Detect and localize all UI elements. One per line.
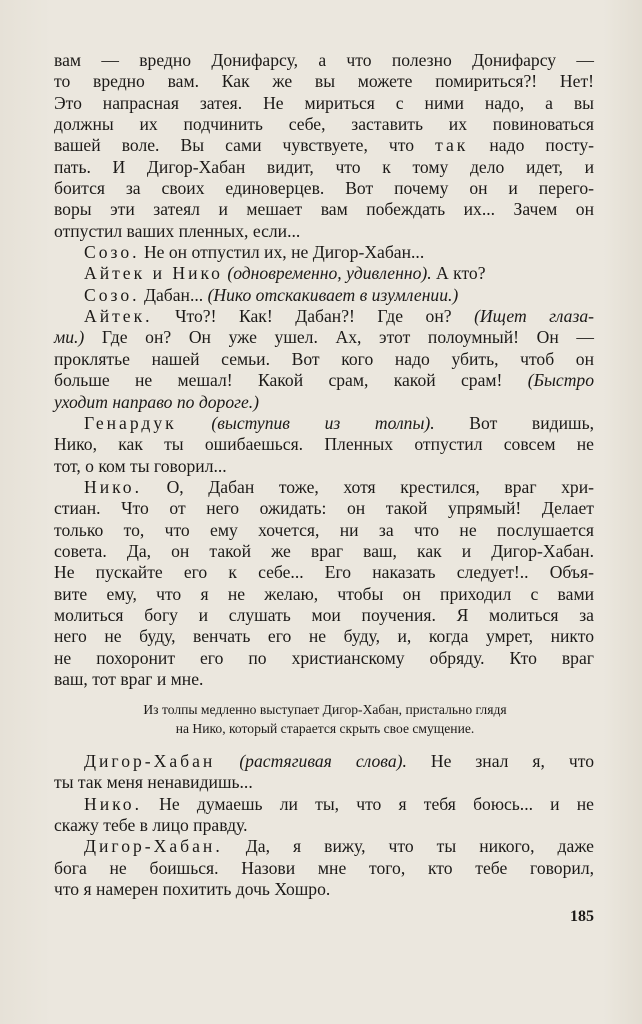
text-line: проклятье нашей семьи. Вот кого надо убить, чтоб он bbox=[54, 348, 594, 369]
speech: Что?! Как! Дабан?! Где он? bbox=[152, 306, 475, 327]
stage-direction: (выступив из толпы). bbox=[211, 412, 435, 433]
text-run: надо посту- bbox=[468, 135, 594, 156]
text-line: него не буду, венчать его не буду, и, когда умрет, никто bbox=[54, 626, 594, 647]
speaker-name: Нико. bbox=[84, 476, 142, 497]
text-line: Нико, как ты ошибаешься. Пленных отпустил совсем не bbox=[54, 434, 594, 455]
speech: Не знал я, что bbox=[406, 751, 595, 771]
text-line: вите ему, что я не желаю, чтобы он приходил с вами bbox=[54, 583, 594, 604]
page-number: 185 bbox=[570, 908, 594, 925]
secondary-text-block bbox=[54, 751, 594, 900]
speech: А кто? bbox=[431, 263, 486, 284]
text-line: воры эти затеял и мешает вам побеждать их... Зачем он bbox=[54, 199, 594, 220]
speaker-name: Созо. bbox=[84, 284, 140, 305]
stage-direction: (Ищет глаза- bbox=[474, 306, 595, 327]
speech: Где он? Он уже ушел. Ах, этот полоумный! Он — bbox=[84, 327, 594, 348]
text-line: скажу тебе в лицо правду. bbox=[54, 815, 248, 836]
speaker-name: Генардук bbox=[84, 412, 177, 433]
text-line: Это напрасная затея. Не мириться с ними надо, а вы bbox=[54, 92, 594, 113]
speech: Дабан... bbox=[139, 284, 208, 305]
speaker-name: Айтек и Нико bbox=[84, 263, 223, 284]
text-line bbox=[54, 327, 594, 348]
text-line: совета. Да, он такой же враг ваш, как и Дигор-Хабан. bbox=[54, 540, 594, 561]
text-line: боится за своих единоверцев. Вот почему он и перего- bbox=[54, 178, 594, 199]
dialogue-aitek bbox=[54, 306, 594, 327]
speech: О, Дабан тоже, хотя крестился, враг хри- bbox=[141, 476, 594, 497]
text-line: Не пускайте его к себе... Его наказать следует!.. Объя- bbox=[54, 562, 594, 583]
text-line: вам — вредно Донифарсу, а что полезно Донифарсу — bbox=[54, 50, 594, 70]
emphasis-spaced: так bbox=[435, 135, 469, 156]
stage-direction: (одновременно, удивленно). bbox=[227, 263, 432, 284]
dialogue-aitek-niko bbox=[54, 263, 594, 284]
speech: Не думаешь ли ты, что я тебя боюсь... и не bbox=[141, 793, 594, 814]
text-line: ваш, тот враг и мне. bbox=[54, 668, 204, 689]
text-line: только то, что ему хочется, ни за что не послушается bbox=[54, 519, 594, 540]
text-line: то вредно вам. Как же вы можете помириться?! Нет! bbox=[54, 71, 594, 92]
dialogue-digor-2 bbox=[54, 836, 594, 857]
text-line: пать. И Дигор-Хабан видит, что к тому дело идет, и bbox=[54, 156, 594, 177]
stage-direction: уходит направо по дороге.) bbox=[54, 391, 260, 412]
speaker-name: Айтек. bbox=[84, 306, 153, 327]
text-line: молиться богу и слушать мои поучения. Я молиться за bbox=[54, 604, 594, 625]
dialogue-genarduk bbox=[54, 413, 594, 434]
speech: больше не мешал! Какой срам, какой срам! bbox=[54, 370, 528, 391]
speech: Вот видишь, bbox=[434, 412, 594, 433]
text-line: стиан. Что от него ожидать: он такой упрямый! Делает bbox=[54, 498, 594, 519]
speaker-name: Дигор-Хабан bbox=[84, 751, 216, 771]
text-line bbox=[54, 392, 594, 413]
speaker-name: Нико. bbox=[84, 793, 142, 814]
speaker-name: Дигор-Хабан. bbox=[84, 836, 223, 857]
stage-line: Из толпы медленно выступает Дигор-Хабан, пристально глядя bbox=[143, 702, 507, 717]
dialogue-digor bbox=[54, 751, 594, 772]
text-line: не похоронит его по христианскому обряду. Кто враг bbox=[54, 647, 594, 668]
text-line: должны их подчинить себе, заставить их повиноваться bbox=[54, 114, 594, 135]
dialogue-sozo-2 bbox=[54, 285, 594, 306]
speech: Да, я вижу, что ты никого, даже bbox=[222, 836, 594, 857]
dialogue-niko bbox=[54, 477, 594, 498]
text-line bbox=[54, 135, 594, 156]
stage-direction-block bbox=[70, 700, 580, 738]
text-line: бога не боишься. Назови мне того, кто тебе говорил, bbox=[54, 857, 594, 878]
stage-line: на Нико, который старается скрыть свое смущение. bbox=[175, 721, 475, 736]
dialogue-sozo bbox=[54, 242, 594, 263]
dialogue-niko-2 bbox=[54, 794, 594, 815]
text-line: ты так меня ненавидишь... bbox=[54, 772, 253, 793]
text-line bbox=[54, 370, 594, 391]
speech: Не он отпустил их, не Дигор-Хабан... bbox=[139, 242, 425, 263]
stage-direction: ми.) bbox=[54, 327, 85, 348]
stage-direction: (Быстро bbox=[527, 370, 594, 391]
text-line: что я намерен похитить дочь Хошро. bbox=[54, 879, 331, 900]
stage-direction: (Нико отскакивает в изумлении.) bbox=[207, 284, 459, 305]
main-text-block bbox=[54, 50, 594, 690]
text-run: вашей воле. Вы сами чувствуете, что bbox=[54, 135, 436, 156]
speaker-name: Созо. bbox=[84, 242, 140, 263]
stage-direction: (растягивая слова). bbox=[239, 751, 407, 771]
text-line: отпустил ваших пленных, если... bbox=[54, 220, 301, 241]
text-line: тот, о ком ты говорил... bbox=[54, 455, 227, 476]
